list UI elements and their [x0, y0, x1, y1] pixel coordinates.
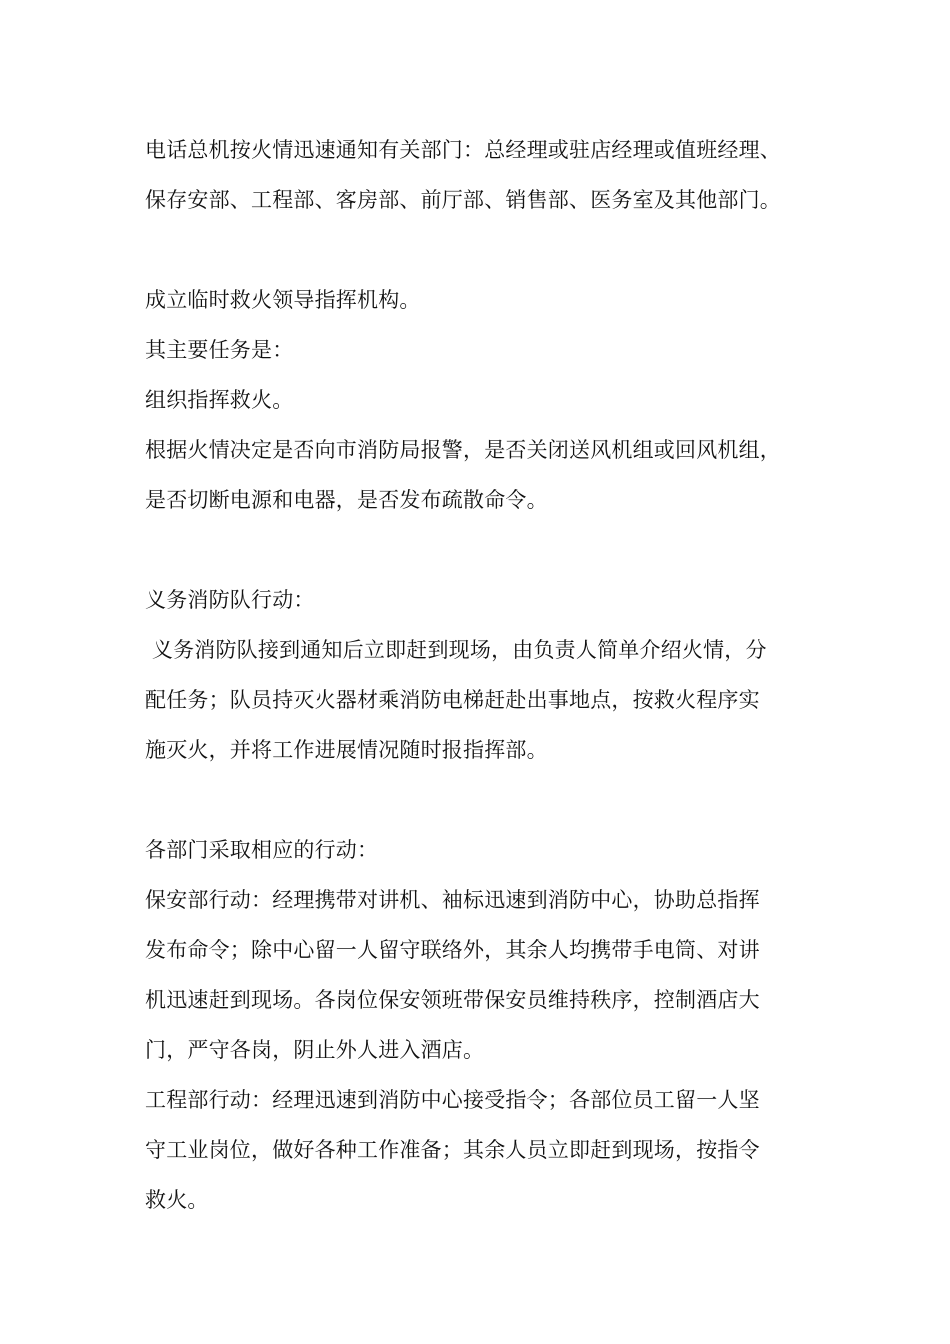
text-line: 组织指挥救火。 [145, 388, 294, 412]
text-line: 施灭火，并将工作进展情况随时报指挥部。 [145, 738, 548, 762]
text-line: 是否切断电源和电器，是否发布疏散命令。 [145, 488, 548, 512]
text-line: 其主要任务是： [145, 338, 294, 362]
text-line: 机迅速赶到现场。各岗位保安领班带保安员维持秩序，控制酒店大 [145, 988, 760, 1012]
section-heading: 义务消防队行动： [145, 588, 315, 612]
text-line: 救火。 [145, 1188, 209, 1212]
text-line: 守工业岗位，做好各种工作准备；其余人员立即赶到现场，按指令 [145, 1138, 760, 1162]
text-line: 保安部行动：经理携带对讲机、袖标迅速到消防中心，协助总指挥 [145, 888, 760, 912]
text-line: 保存安部、工程部、客房部、前厅部、销售部、医务室及其他部门。 [145, 188, 781, 212]
text-line: 成立临时救火领导指挥机构。 [145, 288, 421, 312]
text-line: 配任务；队员持灭火器材乘消防电梯赶赴出事地点，按救火程序实 [145, 688, 760, 712]
text-line: 义务消防队接到通知后立即赶到现场，由负责人简单介绍火情，分 [145, 638, 767, 662]
text-line: 根据火情决定是否向市消防局报警，是否关闭送风机组或回风机组， [145, 438, 781, 462]
text-line: 工程部行动：经理迅速到消防中心接受指令；各部位员工留一人坚 [145, 1088, 760, 1112]
text-line: 电话总机按火情迅速通知有关部门：总经理或驻店经理或值班经理、 [145, 138, 781, 162]
text-line: 门，严守各岗，阴止外人进入酒店。 [145, 1038, 485, 1062]
text-line: 发布命令；除中心留一人留守联络外，其余人均携带手电筒、对讲 [145, 938, 760, 962]
section-heading: 各部门采取相应的行动： [145, 838, 379, 862]
